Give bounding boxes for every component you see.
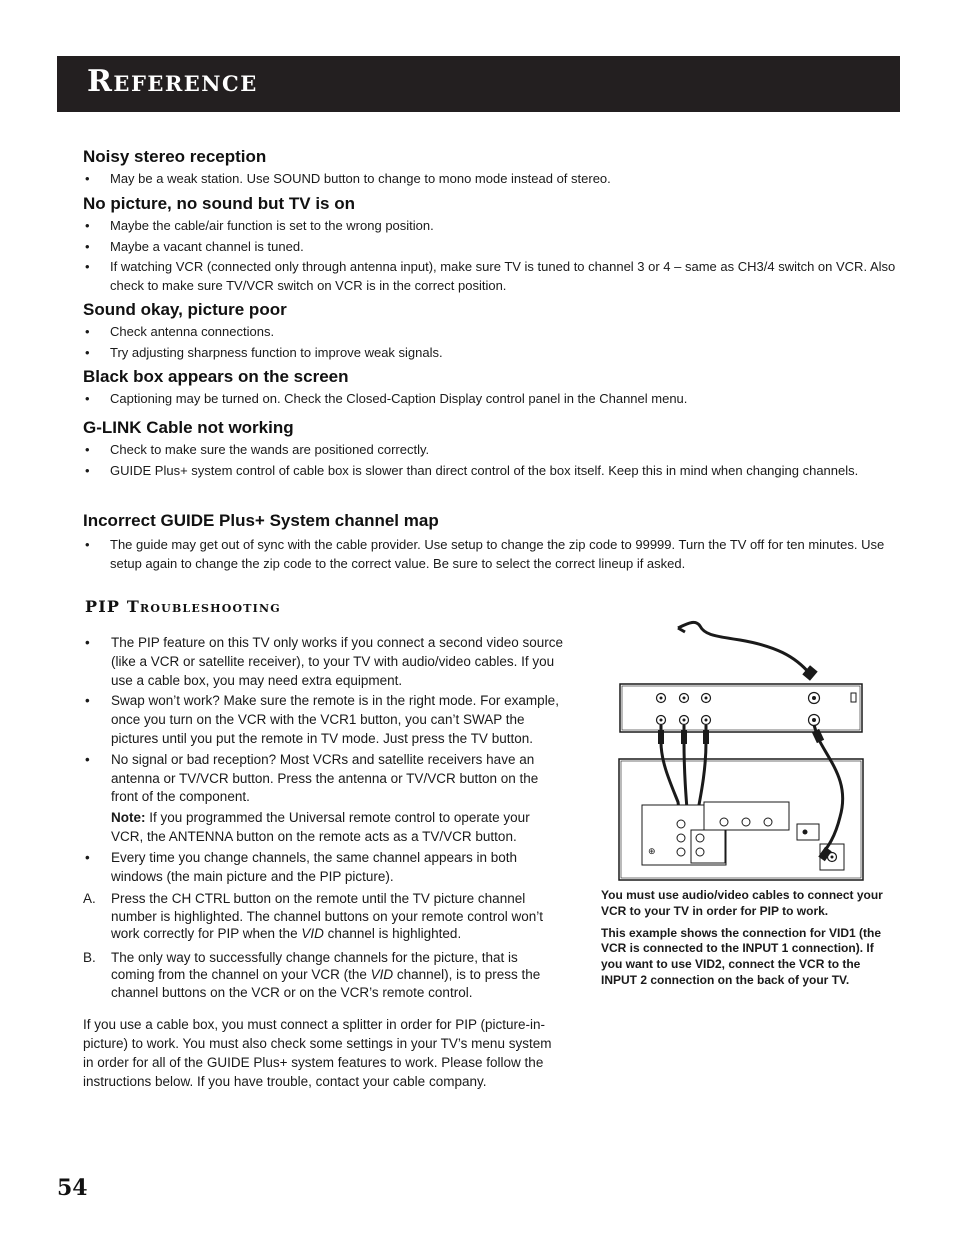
section-heading: Sound okay, picture poor xyxy=(83,300,287,319)
page-title: Reference xyxy=(87,64,258,99)
step-a xyxy=(83,890,563,943)
page-number: 54 xyxy=(57,1175,88,1201)
list-item: • The PIP feature on this TV only works if you connect a second video source (like a VCR or satellite receiver), to your TV with audio/video cables. If you use a cable box, you may need extra equipment. xyxy=(83,634,563,690)
list-item: • Check to make sure the wands are positioned correctly. xyxy=(83,441,898,460)
caption-paragraph: You must use audio/video cables to connect your VCR to your TV in order for PIP to work. xyxy=(601,888,883,918)
list-item: • If watching VCR (connected only through antenna input), make sure TV is tuned to channel 3 or 4 – same as CH3/4 switch on VCR. Also check to make sure TV/VCR switch on VCR is in the correct position. xyxy=(83,258,898,295)
step-text: channel), is to press the channel buttons on the VCR or on the VCR’s remote control. xyxy=(111,967,541,1000)
section-heading: Incorrect GUIDE Plus+ System channel map xyxy=(83,511,439,530)
pip-bullet-list-2 xyxy=(83,849,563,887)
pip-heading: PIP Troubleshooting xyxy=(85,597,281,616)
caption-paragraph: This example shows the connection for VID1 (the VCR is connected to the INPUT 1 connection). If you want to use VID2, connect the VCR to the INPUT 2 connection on the back of your TV. xyxy=(601,925,882,987)
list-item: • Check antenna connections. xyxy=(83,323,898,342)
section-heading: G-LINK Cable not working xyxy=(83,418,294,437)
step-emphasis: VID xyxy=(370,967,394,983)
step-text: Press the CH CTRL button on the remote until the TV picture channel number is highlighted. The channel buttons on your remote control won’t work correctly for PIP when the xyxy=(111,891,544,942)
note-label: Note: xyxy=(111,810,146,826)
section-black-box xyxy=(83,366,898,409)
antenna-cable xyxy=(678,622,810,674)
list-item: • Swap won’t work? Make sure the remote is in the right mode. For example, once you turn on the VCR with the VCR1 button, you can’t SWAP the pictures until you put the remote in TV mode. Just press the TV button. xyxy=(83,692,563,748)
list-item: • Every time you change channels, the same channel appears in both windows (the main picture and the PIP picture). xyxy=(83,849,563,887)
bullet-list xyxy=(83,323,898,362)
list-item: • No signal or bad reception? Most VCRs and satellite receivers have an antenna or TV/VCR button. Press the antenna or TV/VCR button on the front of the component. xyxy=(83,751,563,807)
section-channel-map xyxy=(83,510,898,573)
vcr-box xyxy=(620,684,862,732)
list-item: • Try adjusting sharpness function to improve weak signals. xyxy=(83,344,898,363)
step-letter: B. xyxy=(83,949,96,965)
section-no-picture xyxy=(83,193,898,295)
header-banner xyxy=(57,56,900,112)
note-text: If you programmed the Universal remote control to operate your VCR, the ANTENNA button on the remote acts as a TV/VCR button. xyxy=(111,810,530,844)
list-item: • GUIDE Plus+ system control of cable box is slower than direct control of the box itself. Keep this in mind when changing channels. xyxy=(83,462,898,481)
step-letter: A. xyxy=(83,891,96,907)
step-b xyxy=(83,949,563,1002)
vcr-tv-connection-diagram xyxy=(600,612,870,887)
list-item: • Maybe a vacant channel is tuned. xyxy=(83,238,898,257)
vcr-output-jacks xyxy=(657,693,820,726)
pip-bullet-list xyxy=(83,634,563,807)
rf-cable xyxy=(814,725,843,854)
step-text: channel is highlighted. xyxy=(323,926,462,942)
bullet-list xyxy=(83,536,898,573)
list-item: • Maybe the cable/air function is set to the wrong position. xyxy=(83,217,898,236)
svg-text:⊕: ⊕ xyxy=(648,847,656,857)
bullet-list xyxy=(83,170,898,189)
bullet-list xyxy=(83,217,898,295)
step-text: The only way to successfully change channels for the picture, that is coming from the channel on your VCR (the xyxy=(111,949,518,983)
section-heading: No picture, no sound but TV is on xyxy=(83,194,355,213)
bullet-list xyxy=(83,390,898,409)
section-noisy-stereo xyxy=(83,146,898,189)
section-sound-okay xyxy=(83,299,898,362)
section-glink xyxy=(83,417,898,480)
diagram-caption xyxy=(601,888,893,995)
step-emphasis: VID xyxy=(301,926,324,942)
pip-column xyxy=(83,632,563,1091)
section-heading: Noisy stereo reception xyxy=(83,147,267,166)
list-item: • The guide may get out of sync with the cable provider. Use setup to change the zip code to 99999. Turn the TV off for ten minutes. Use setup again to change the zip code to the correct value. Be sure to select the correct lineup if asked. xyxy=(83,536,898,573)
section-heading: Black box appears on the screen xyxy=(83,367,349,386)
list-item: • Captioning may be turned on. Check the Closed-Caption Display control panel in the Channel menu. xyxy=(83,390,898,409)
closing-paragraph: If you use a cable box, you must connect a splitter in order for PIP (picture-in-picture) to work. You must also check some settings in your TV’s menu system in order for all of the GUIDE Plus+ system features to work. Please follow the instructions below. If you have trouble, contact your cable company. xyxy=(83,1017,552,1090)
bullet-list xyxy=(83,441,898,480)
list-item: • May be a weak station. Use SOUND button to change to mono mode instead of stereo. xyxy=(83,170,898,189)
note-paragraph xyxy=(83,809,563,847)
